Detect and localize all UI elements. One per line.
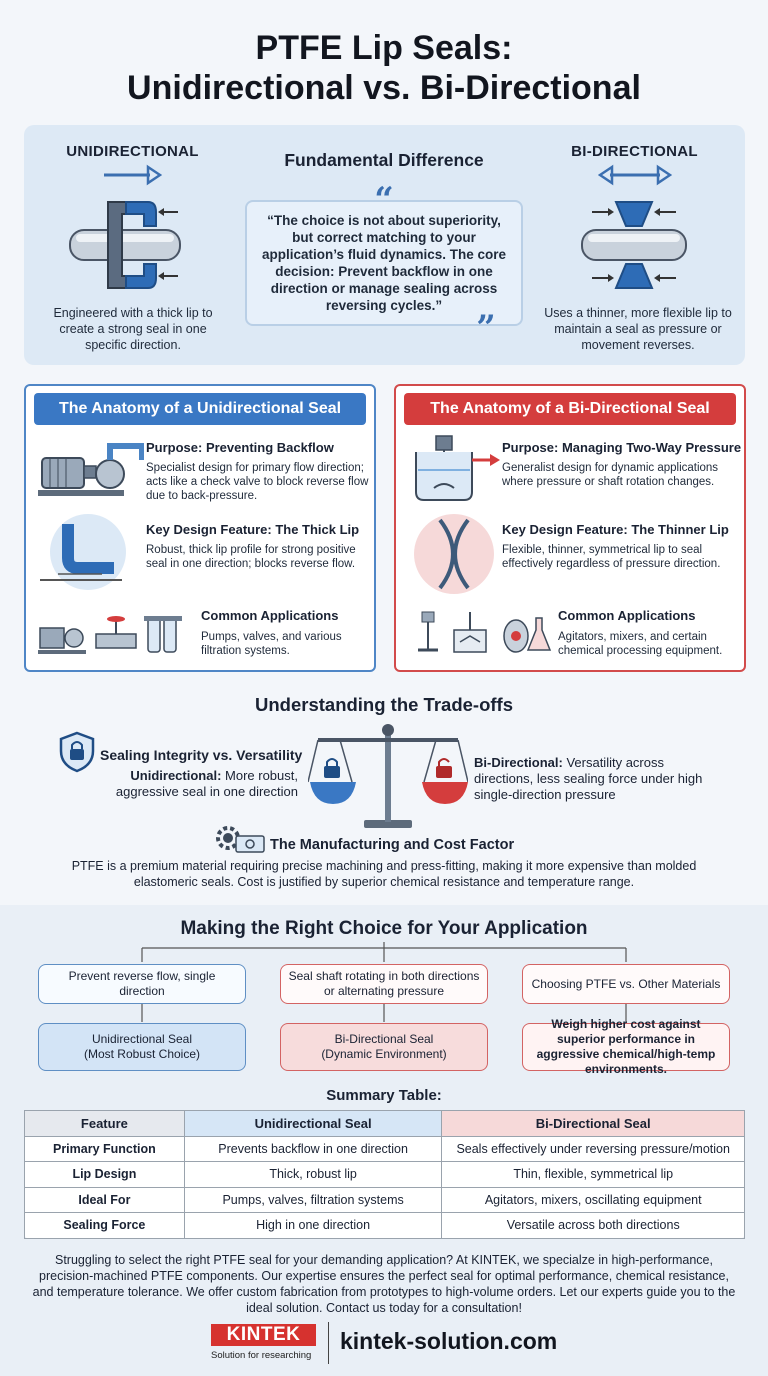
table-row [25,1187,745,1213]
quote-text: “The choice is not about superiority, but correct matching to your application’s fluid dynamics. The core decision: Prevent backflow in one direction or manage sealing across reversing cycles.” [261,213,507,313]
balance-scale-icon [308,722,468,830]
unidirectional-anatomy-title: The Anatomy of a Unidirectional Seal [34,393,366,425]
mixer-tank-icon [408,434,506,504]
call-to-action-text: Struggling to select the right PTFE seal for your demanding application? At KINTEK, we specialze in high-performance, precision-machined PTFE components. Our expertise ensures the perfect seal for optimal performance, chemical resistance, and temperature tolerance. We offer custom fabrication from prototypes to high-volume orders. Let our experts guide you to the ideal solution. Contact us today for a consultation! [32,1253,736,1315]
choice-question-3: Choosing PTFE vs. Other Materials [522,964,730,1004]
choice-answer-1 [38,1023,246,1071]
summary-table [24,1110,745,1239]
choice-answer-3: Weigh higher cost against superior performance in aggressive chemical/high-temp environments. [522,1023,730,1071]
table-cell: Versatile across both directions [442,1213,745,1239]
unidirectional-seal-icon [60,190,190,300]
logo-tagline: Solution for researching [211,1350,312,1361]
thick-lip-icon [38,514,128,594]
uni-feature-title: Key Design Feature: The Thick Lip [146,522,360,537]
unidirectional-anatomy-panel [24,384,376,672]
bi-feature-title: Key Design Feature: The Thinner Lip [502,522,729,537]
bidirectional-label: BI-DIRECTIONAL [571,143,698,160]
choice-question-1: Prevent reverse flow, single direction [38,964,246,1004]
uni-applications-icons [36,612,196,660]
manufacturing-cost-description: PTFE is a premium material requiring precise machining and press-fitting, making it more expensive than molded elastomeric seals. Cost is justified by superior chemical resistance and temperature range. [71,859,697,889]
double-arrow-icon [598,164,672,186]
table-row [25,1213,745,1239]
bi-purpose-description: Generalist design for dynamic applications where pressure or shaft rotation changes. [502,462,719,488]
choice-answer-2 [280,1023,488,1071]
choice-answer-2-note: (Dynamic Environment) [321,1047,447,1061]
bi-purpose-title: Purpose: Managing Two-Way Pressure [502,440,742,455]
uni-tradeoff-detail: More robust, aggressive seal in one direction [115,768,298,799]
bidirectional-seal-icon [572,190,696,300]
summary-table-title: Summary Table: [326,1087,442,1104]
title-line-1: PTFE Lip Seals: [255,29,513,67]
unidirectional-description: Engineered with a thick lip to create a strong seal in one specific direction. [53,306,213,352]
gear-money-icon [212,822,266,856]
open-quote-icon: “ [374,180,394,220]
header-unidirectional: Unidirectional Seal [184,1111,442,1137]
bi-applications-title: Common Applications [558,608,696,623]
uni-tradeoff-text [108,768,298,800]
choice-question-2: Seal shaft rotating in both directions or alternating pressure [280,964,488,1004]
bi-tradeoff-detail: Versatility across directions, less sealing force under high single-direction pressure [474,755,703,802]
unidirectional-label: UNIDIRECTIONAL [66,143,199,160]
table-row [25,1162,745,1188]
kintek-logo[interactable]: KINTEK [211,1324,316,1346]
title-line-2: Unidirectional vs. Bi-Directional [127,69,641,107]
choice-answer-2-title: Bi-Directional Seal [334,1032,434,1046]
manufacturing-cost-title: The Manufacturing and Cost Factor [270,837,515,853]
close-quote-icon: ” [476,308,496,348]
uni-purpose-title: Purpose: Preventing Backflow [146,440,334,455]
table-cell: Thick, robust lip [184,1162,442,1188]
table-cell: Pumps, valves, filtration systems [184,1187,442,1213]
bi-applications-description: Agitators, mixers, and certain chemical processing equipment. [558,631,723,657]
table-cell: Seals effectively under reversing pressure/motion [442,1136,745,1162]
bidirectional-anatomy-title: The Anatomy of a Bi-Directional Seal [404,393,736,425]
uni-feature-description: Robust, thick lip profile for strong positive seal in one direction; blocks reverse flow. [146,544,356,570]
page-title [0,28,768,108]
header-bidirectional: Bi-Directional Seal [442,1111,745,1137]
uni-tradeoff-label: Unidirectional: [130,768,222,783]
fundamental-difference-title: Fundamental Difference [284,150,484,170]
summary-header-row [25,1111,745,1137]
integrity-title: Sealing Integrity vs. Versatility [100,747,303,763]
table-cell: Thin, flexible, symmetrical lip [442,1162,745,1188]
right-arrow-icon [102,164,162,186]
bidirectional-anatomy-panel [394,384,746,672]
bi-tradeoff-label: Bi-Directional: [474,755,563,770]
choice-answer-1-title: Unidirectional Seal [91,1032,193,1046]
website-link[interactable]: kintek-solution.com [340,1328,558,1354]
table-cell: Sealing Force [25,1213,185,1239]
pump-icon [36,436,144,500]
table-cell: Primary Function [25,1136,185,1162]
table-cell: Ideal For [25,1187,185,1213]
uni-purpose-description: Specialist design for primary flow direction; acts like a check valve to block reverse flow due to back-pressure. [146,462,369,502]
shield-lock-icon [58,731,96,773]
table-cell: High in one direction [184,1213,442,1239]
bi-feature-description: Flexible, thinner, symmetrical lip to seal effectively regardless of pressure direction. [502,544,721,570]
table-row [25,1136,745,1162]
header-feature: Feature [25,1111,185,1137]
table-cell: Lip Design [25,1162,185,1188]
right-choice-title: Making the Right Choice for Your Application [180,918,588,939]
thinner-lip-icon [410,514,496,596]
table-cell: Prevents backflow in one direction [184,1136,442,1162]
bidirectional-description: Uses a thinner, more flexible lip to maintain a seal as pressure or movement reverses. [544,306,732,352]
footer-divider [328,1322,329,1364]
bi-applications-icons [408,608,558,660]
table-cell: Agitators, mixers, oscillating equipment [442,1187,745,1213]
bi-tradeoff-text [474,755,704,803]
choice-answer-1-note: (Most Robust Choice) [83,1047,201,1061]
uni-applications-title: Common Applications [201,608,339,623]
uni-applications-description: Pumps, valves, and various filtration systems. [201,631,342,657]
tradeoffs-title: Understanding the Trade-offs [255,694,513,715]
